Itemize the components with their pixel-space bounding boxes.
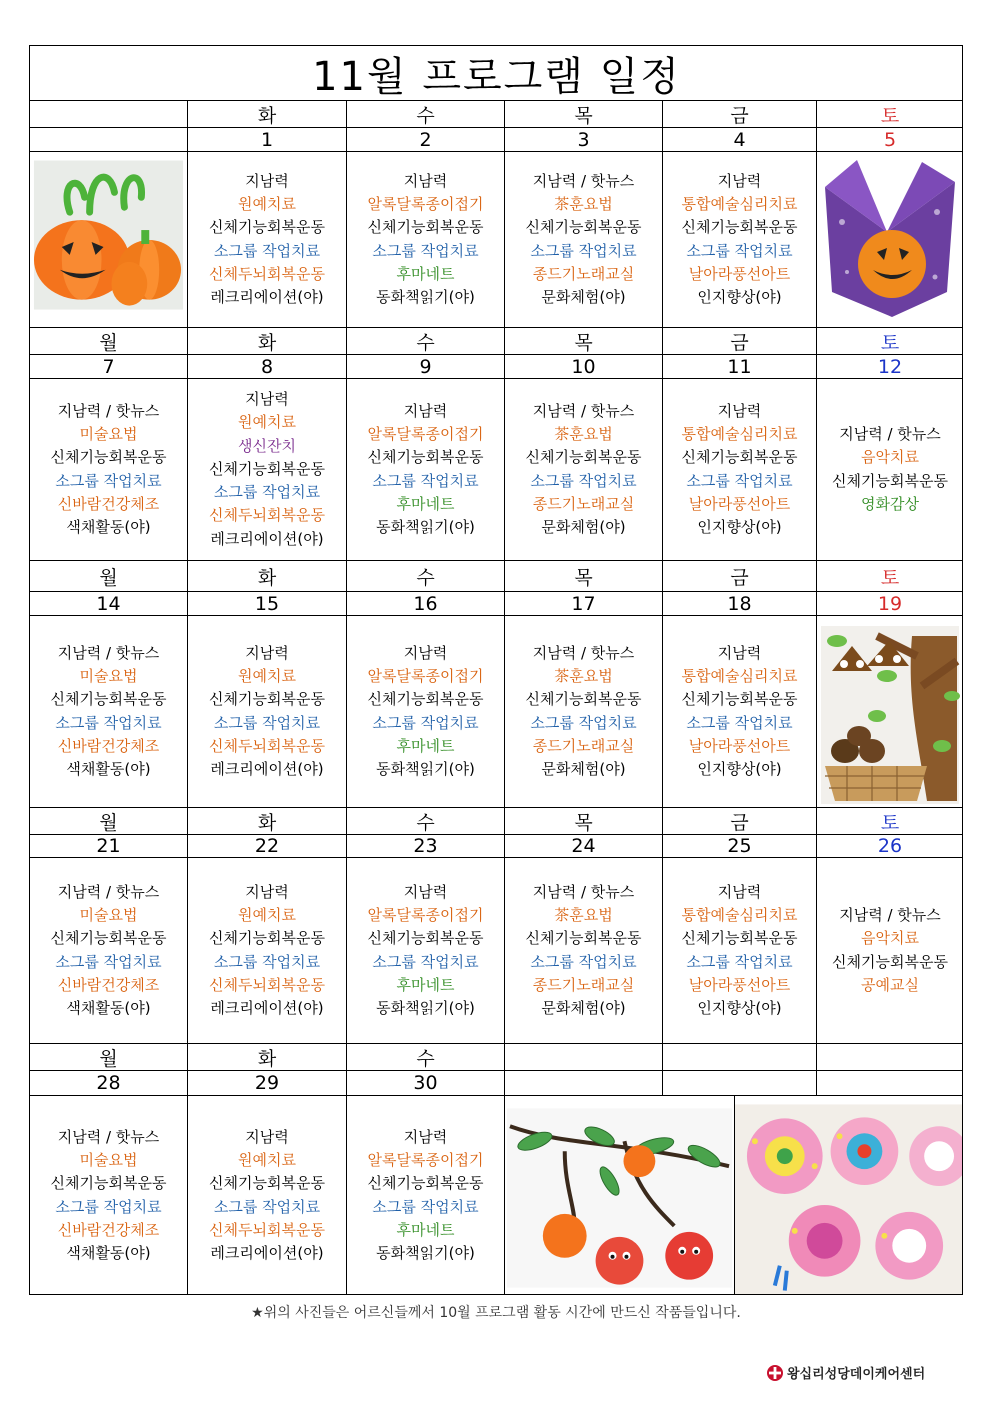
- program-item: 알록달록종이접기: [367, 666, 484, 685]
- date-cell: [662, 127, 816, 151]
- program-item: 신체기능회복운동: [525, 218, 642, 237]
- program-item: 소그룹 작업치료: [213, 1197, 321, 1216]
- program-item: 원예치료: [238, 413, 296, 432]
- program-item: 소그룹 작업치료: [213, 952, 321, 971]
- program-item: 음악치료: [861, 448, 919, 467]
- date-number: 22: [254, 835, 280, 857]
- program-item: 종드기노래교실: [532, 736, 635, 755]
- weekday-label: 화: [257, 566, 277, 589]
- program-item: 소그룹 작업치료: [372, 713, 479, 732]
- weekday-label: 토: [880, 566, 900, 589]
- program-item: 종드기노래교실: [532, 494, 635, 513]
- program-item: 영화감상: [861, 494, 919, 513]
- program-item: 원예치료: [238, 194, 296, 213]
- program-cell: [29, 1095, 187, 1295]
- weekday-header: [346, 1043, 504, 1070]
- program-cell: [346, 1095, 504, 1295]
- weekday-header: [29, 327, 187, 354]
- program-item: 소그룹 작업치료: [530, 952, 637, 971]
- weekday-header: [816, 1043, 963, 1070]
- weekday-header: [504, 560, 662, 591]
- program-item: 인지향상(야): [697, 288, 782, 307]
- date-cell: [816, 354, 963, 378]
- program-item: 茶훈요법: [554, 666, 613, 685]
- date-number: 29: [254, 1072, 280, 1094]
- program-item: 소그룹 작업치료: [686, 241, 793, 260]
- program-cell: [662, 151, 816, 327]
- date-cell: [187, 834, 346, 857]
- date-number: 12: [877, 355, 903, 378]
- program-item: 茶훈요법: [554, 905, 613, 924]
- program-item: 동화책읽기(야): [376, 288, 475, 307]
- program-item: 신체기능회복운동: [50, 929, 167, 948]
- program-item: 신체기능회복운동: [832, 471, 948, 490]
- program-item: 동화책읽기(야): [376, 760, 475, 779]
- program-item: 레크리에이션(야): [210, 760, 324, 779]
- cross-icon: [766, 1364, 784, 1382]
- program-item: 원예치료: [238, 1150, 296, 1169]
- date-number: 28: [96, 1072, 121, 1094]
- date-cell: [662, 591, 816, 615]
- weekday-header: [662, 1043, 816, 1070]
- program-item: 소그룹 작업치료: [686, 952, 793, 971]
- program-item: 알록달록종이접기: [367, 905, 484, 924]
- date-cell: [504, 1070, 662, 1095]
- weekday-header: [346, 100, 504, 127]
- date-cell: [187, 127, 346, 151]
- weekday-header: [29, 100, 187, 127]
- program-cell: [346, 615, 504, 807]
- date-number: 18: [727, 592, 752, 615]
- weekday-label: 금: [730, 811, 749, 834]
- program-item: 지남력 / 핫뉴스: [532, 171, 635, 190]
- program-item: 소그룹 작업치료: [686, 471, 793, 490]
- program-cell: [187, 615, 346, 807]
- date-cell: [29, 834, 187, 857]
- weekday-header: [187, 100, 346, 127]
- program-item: 신체기능회복운동: [681, 218, 798, 237]
- weekday-header: [187, 807, 346, 834]
- date-cell: [504, 354, 662, 378]
- paper-plate-craft-photo: [734, 1095, 963, 1295]
- program-item: 레크리에이션(야): [210, 529, 324, 548]
- schedule-table: [29, 45, 963, 1295]
- weekday-label: 토: [880, 331, 900, 354]
- program-item: 신체기능회복운동: [209, 1174, 325, 1193]
- program-item: 지남력: [403, 643, 448, 662]
- date-number: 9: [419, 355, 432, 378]
- program-item: 소그룹 작업치료: [372, 471, 479, 490]
- program-item: 색채활동(야): [66, 760, 151, 779]
- program-item: 茶훈요법: [554, 424, 613, 443]
- date-cell: [816, 127, 963, 151]
- program-item: 미술요법: [79, 424, 138, 443]
- program-item: 후마네트: [396, 264, 455, 283]
- program-item: 문화체험(야): [541, 760, 626, 779]
- program-cell: [29, 615, 187, 807]
- program-item: 지남력 / 핫뉴스: [57, 882, 160, 901]
- program-item: 소그룹 작업치료: [213, 483, 321, 502]
- program-item: 지남력: [245, 389, 289, 408]
- program-item: 인지향상(야): [697, 999, 782, 1018]
- program-item: 알록달록종이접기: [367, 424, 484, 443]
- program-item: 문화체험(야): [541, 518, 626, 537]
- program-item: 종드기노래교실: [532, 264, 635, 283]
- program-item: 소그룹 작업치료: [530, 241, 637, 260]
- program-item: 문화체험(야): [541, 288, 626, 307]
- date-number: 7: [102, 355, 115, 378]
- weekday-header: [662, 100, 816, 127]
- program-item: 신체기능회복운동: [367, 218, 484, 237]
- weekday-label: 화: [257, 331, 277, 354]
- program-item: 신체기능회복운동: [50, 448, 167, 467]
- date-number: 25: [727, 835, 752, 857]
- date-number: 30: [413, 1072, 438, 1094]
- program-item: 미술요법: [79, 905, 138, 924]
- weekday-label: 월: [99, 566, 118, 589]
- date-number: 23: [413, 835, 438, 857]
- date-cell: [816, 834, 963, 857]
- program-item: 소그룹 작업치료: [372, 952, 479, 971]
- weekday-header: [504, 327, 662, 354]
- program-cell: [816, 857, 963, 1043]
- program-cell: [29, 378, 187, 560]
- program-item: 소그룹 작업치료: [55, 713, 162, 732]
- weekday-header: [346, 560, 504, 591]
- program-item: 지남력 / 핫뉴스: [532, 643, 635, 662]
- program-item: 신체기능회복운동: [209, 459, 325, 478]
- program-item: 통합예술심리치료: [681, 194, 798, 213]
- date-number: 1: [260, 128, 274, 151]
- logo-text: 왕십리성당데이케어센터: [787, 1367, 926, 1382]
- weekday-header: [187, 560, 346, 591]
- program-item: 소그룹 작업치료: [55, 952, 162, 971]
- date-number: 11: [727, 355, 752, 378]
- program-item: 음악치료: [861, 929, 919, 948]
- program-cell: [346, 857, 504, 1043]
- program-item: 지남력 / 핫뉴스: [57, 401, 160, 420]
- program-cell: [187, 151, 346, 327]
- program-item: 인지향상(야): [697, 760, 782, 779]
- weekday-header: [346, 327, 504, 354]
- program-item: 색채활동(야): [66, 999, 151, 1018]
- program-item: 통합예술심리치료: [681, 424, 798, 443]
- balloon-pumpkins-photo: [29, 151, 187, 327]
- date-cell: [346, 591, 504, 615]
- program-item: 동화책읽기(야): [376, 999, 475, 1018]
- program-cell: [504, 378, 662, 560]
- program-item: 소그룹 작업치료: [55, 471, 162, 490]
- program-item: 날아라풍선아트: [688, 736, 791, 755]
- program-cell: [187, 1095, 346, 1295]
- program-item: 레크리에이션(야): [210, 288, 324, 307]
- weekday-label: 금: [730, 566, 749, 589]
- program-item: 지남력: [717, 643, 762, 662]
- weekday-header: [662, 327, 816, 354]
- program-item: 소그룹 작업치료: [372, 1197, 479, 1216]
- program-item: 원예치료: [238, 666, 296, 685]
- program-item: 지남력: [717, 171, 762, 190]
- program-cell: [346, 378, 504, 560]
- program-item: 신체기능회복운동: [525, 929, 642, 948]
- program-item: 알록달록종이접기: [367, 1150, 484, 1169]
- program-cell: [504, 151, 662, 327]
- chestnut-tree-drawing-photo: [816, 615, 963, 807]
- weekday-header: [816, 560, 963, 591]
- program-item: 지남력 / 핫뉴스: [532, 882, 635, 901]
- program-item: 신체기능회복운동: [525, 448, 642, 467]
- weekday-label: 수: [416, 331, 435, 354]
- date-cell: [29, 1070, 187, 1095]
- program-item: 지남력 / 핫뉴스: [839, 905, 941, 924]
- program-item: 지남력: [403, 171, 448, 190]
- program-item: 날아라풍선아트: [688, 975, 791, 994]
- program-item: 동화책읽기(야): [376, 518, 475, 537]
- weekday-header: [29, 1043, 187, 1070]
- program-cell: [29, 857, 187, 1043]
- date-number: 26: [877, 835, 903, 857]
- date-cell: [187, 1070, 346, 1095]
- program-item: 후마네트: [396, 494, 455, 513]
- date-cell: [504, 834, 662, 857]
- program-item: 지남력 / 핫뉴스: [57, 643, 160, 662]
- program-item: 지남력: [403, 1127, 448, 1146]
- program-item: 신바람건강체조: [57, 494, 160, 513]
- weekday-label: 목: [574, 331, 593, 354]
- program-cell: [187, 378, 346, 560]
- program-cell: [662, 378, 816, 560]
- program-item: 신체두뇌회복운동: [209, 506, 325, 525]
- weekday-label: 금: [730, 104, 749, 127]
- date-number: 14: [96, 592, 121, 615]
- weekday-label: 토: [880, 811, 900, 834]
- date-cell: [504, 591, 662, 615]
- program-cell: [504, 615, 662, 807]
- program-item: 공예교실: [861, 975, 919, 994]
- program-item: 색채활동(야): [66, 1244, 151, 1263]
- date-number: 15: [254, 592, 280, 615]
- footnote: ★위의 사진들은 어르신들께서 10월 프로그램 활동 시간에 만드신 작품들입니다.: [251, 1305, 741, 1321]
- weekday-label: 화: [257, 104, 277, 127]
- date-cell: [346, 127, 504, 151]
- program-item: 문화체험(야): [541, 999, 626, 1018]
- date-cell: [816, 591, 963, 615]
- weekday-label: 목: [574, 104, 593, 127]
- program-item: 신체기능회복운동: [367, 690, 484, 709]
- weekday-label: 월: [99, 331, 118, 354]
- program-item: 소그룹 작업치료: [213, 241, 321, 260]
- program-cell: [816, 378, 963, 560]
- weekday-label: 수: [416, 1047, 435, 1070]
- date-number: 10: [571, 355, 596, 378]
- program-item: 알록달록종이접기: [367, 194, 484, 213]
- program-item: 신체기능회복운동: [50, 690, 167, 709]
- program-item: 원예치료: [238, 905, 296, 924]
- program-item: 인지향상(야): [697, 518, 782, 537]
- program-item: 소그룹 작업치료: [530, 713, 637, 732]
- program-item: 지남력 / 핫뉴스: [532, 401, 635, 420]
- program-item: 종드기노래교실: [532, 975, 635, 994]
- date-cell: [662, 834, 816, 857]
- date-cell: [187, 354, 346, 378]
- date-number: 4: [733, 128, 746, 151]
- program-item: 미술요법: [79, 1150, 138, 1169]
- program-item: 신체기능회복운동: [209, 218, 325, 237]
- weekday-label: 목: [574, 566, 593, 589]
- weekday-header: [504, 1043, 662, 1070]
- weekday-label: 월: [99, 1047, 118, 1070]
- program-cell: [662, 857, 816, 1043]
- program-item: 신체두뇌회복운동: [209, 1220, 325, 1239]
- date-number: 2: [419, 128, 432, 151]
- date-cell: [29, 127, 187, 151]
- program-item: 레크리에이션(야): [210, 1244, 324, 1263]
- center-logo: [766, 1363, 925, 1382]
- program-item: 신체기능회복운동: [367, 929, 484, 948]
- weekday-header: [816, 807, 963, 834]
- program-item: 지남력: [245, 1127, 289, 1146]
- weekday-label: 토: [880, 104, 900, 127]
- program-item: 신체두뇌회복운동: [209, 736, 325, 755]
- date-cell: [29, 591, 187, 615]
- program-item: 색채활동(야): [66, 518, 151, 537]
- weekday-label: 수: [416, 104, 435, 127]
- program-item: 통합예술심리치료: [681, 666, 798, 685]
- date-cell: [504, 127, 662, 151]
- date-number: 3: [577, 128, 590, 151]
- date-number: 8: [260, 355, 274, 378]
- program-item: 茶훈요법: [554, 194, 613, 213]
- program-item: 지남력: [717, 882, 762, 901]
- program-item: 신체기능회복운동: [209, 929, 325, 948]
- program-item: 지남력 / 핫뉴스: [57, 1127, 160, 1146]
- date-number: 16: [413, 592, 438, 615]
- date-number: 19: [877, 592, 903, 615]
- program-item: 신체기능회복운동: [525, 690, 642, 709]
- program-item: 소그룹 작업치료: [686, 713, 793, 732]
- program-item: 지남력: [245, 171, 289, 190]
- program-item: 미술요법: [79, 666, 138, 685]
- program-cell: [504, 857, 662, 1043]
- program-cell: [662, 615, 816, 807]
- date-cell: [29, 354, 187, 378]
- persimmon-branch-drawing-photo: [504, 1095, 734, 1295]
- date-number: 21: [96, 835, 121, 857]
- program-item: 신바람건강체조: [57, 975, 160, 994]
- weekday-header: [662, 560, 816, 591]
- program-item: 신바람건강체조: [57, 1220, 160, 1239]
- program-item: 신바람건강체조: [57, 736, 160, 755]
- program-cell: [187, 857, 346, 1043]
- program-item: 소그룹 작업치료: [372, 241, 479, 260]
- program-item: 후마네트: [396, 1220, 455, 1239]
- weekday-label: 월: [99, 811, 118, 834]
- program-item: 지남력: [403, 401, 448, 420]
- program-item: 신체기능회복운동: [681, 448, 798, 467]
- date-cell: [187, 591, 346, 615]
- program-item: 동화책읽기(야): [376, 1244, 475, 1263]
- program-item: 날아라풍선아트: [688, 494, 791, 513]
- program-item: 신체기능회복운동: [832, 952, 948, 971]
- program-item: 생신잔치: [238, 436, 296, 455]
- date-cell: [346, 1070, 504, 1095]
- program-item: 신체기능회복운동: [50, 1174, 167, 1193]
- weekday-header: [187, 327, 346, 354]
- date-number: 24: [571, 835, 596, 857]
- date-cell: [816, 1070, 963, 1095]
- date-cell: [346, 354, 504, 378]
- program-item: 신체두뇌회복운동: [209, 264, 325, 283]
- date-cell: [346, 834, 504, 857]
- weekday-header: [816, 327, 963, 354]
- weekday-header: [504, 807, 662, 834]
- date-cell: [662, 1070, 816, 1095]
- program-item: 신체기능회복운동: [681, 690, 798, 709]
- program-item: 지남력: [717, 401, 762, 420]
- program-item: 후마네트: [396, 736, 455, 755]
- weekday-label: 화: [257, 811, 277, 834]
- program-item: 소그룹 작업치료: [213, 713, 321, 732]
- weekday-label: 목: [574, 811, 593, 834]
- program-item: 신체두뇌회복운동: [209, 975, 325, 994]
- program-cell: [346, 151, 504, 327]
- halloween-paper-basket-photo: [816, 151, 963, 327]
- program-item: 신체기능회복운동: [681, 929, 798, 948]
- weekday-label: 수: [416, 566, 435, 589]
- date-cell: [662, 354, 816, 378]
- program-item: 소그룹 작업치료: [530, 471, 637, 490]
- weekday-header: [346, 807, 504, 834]
- program-item: 날아라풍선아트: [688, 264, 791, 283]
- weekday-label: 수: [416, 811, 435, 834]
- program-item: 신체기능회복운동: [367, 448, 484, 467]
- program-item: 레크리에이션(야): [210, 999, 324, 1018]
- weekday-header: [29, 560, 187, 591]
- program-item: 지남력 / 핫뉴스: [839, 424, 941, 443]
- weekday-header: [662, 807, 816, 834]
- weekday-header: [187, 1043, 346, 1070]
- program-item: 후마네트: [396, 975, 455, 994]
- weekday-label: 화: [257, 1047, 277, 1070]
- page-title: 11월 프로그램 일정: [29, 45, 963, 100]
- program-item: 지남력: [245, 643, 289, 662]
- date-number: 5: [883, 128, 897, 151]
- weekday-header: [816, 100, 963, 127]
- program-item: 신체기능회복운동: [367, 1174, 484, 1193]
- date-number: 17: [571, 592, 596, 615]
- program-item: 지남력: [403, 882, 448, 901]
- program-item: 지남력: [245, 882, 289, 901]
- weekday-label: 금: [730, 331, 749, 354]
- program-item: 통합예술심리치료: [681, 905, 798, 924]
- program-item: 소그룹 작업치료: [55, 1197, 162, 1216]
- weekday-header: [504, 100, 662, 127]
- weekday-header: [29, 807, 187, 834]
- program-item: 신체기능회복운동: [209, 690, 325, 709]
